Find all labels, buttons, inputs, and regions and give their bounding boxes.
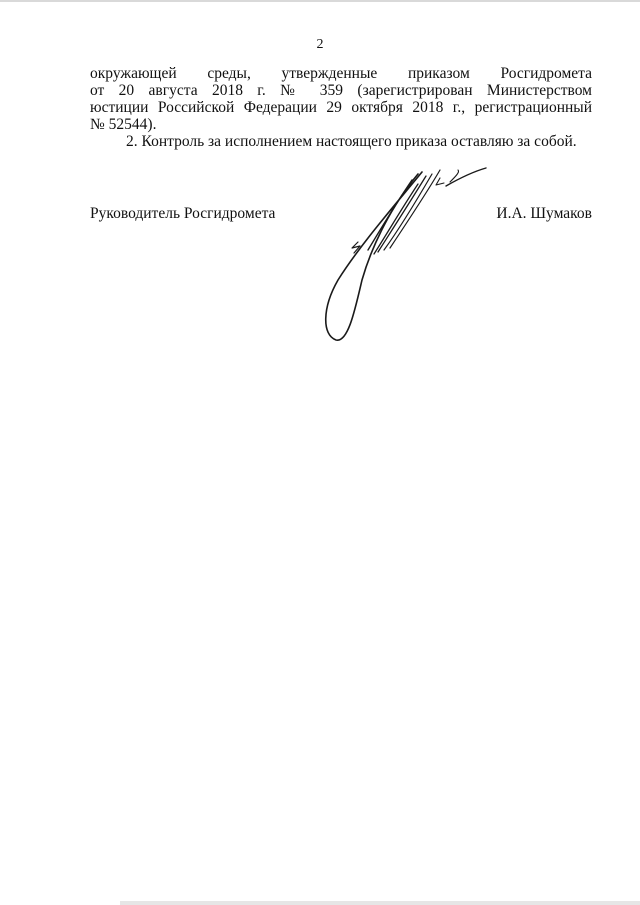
scan-edge-top: [0, 0, 640, 2]
body-line-1: окружающей среды, утвержденные приказом Росгидромета: [90, 65, 592, 82]
page-number: 2: [316, 37, 324, 52]
signer-position: Руководитель Росгидромета: [90, 205, 276, 222]
body-line-3: юстиции Российской Федерации 29 октября 2018 г., регистрационный: [90, 99, 592, 116]
scan-edge-bottom: [120, 901, 640, 905]
handwritten-signature-icon: [300, 150, 500, 350]
body-line-4: № 52544).: [90, 116, 157, 133]
document-body: [90, 65, 592, 150]
signer-name: И.А. Шумаков: [496, 205, 592, 222]
body-line-2: от 20 августа 2018 г. № 359 (зарегистрирован Министерством: [90, 82, 592, 99]
paragraph-control: 2. Контроль за исполнением настоящего приказа оставляю за собой.: [126, 133, 577, 150]
